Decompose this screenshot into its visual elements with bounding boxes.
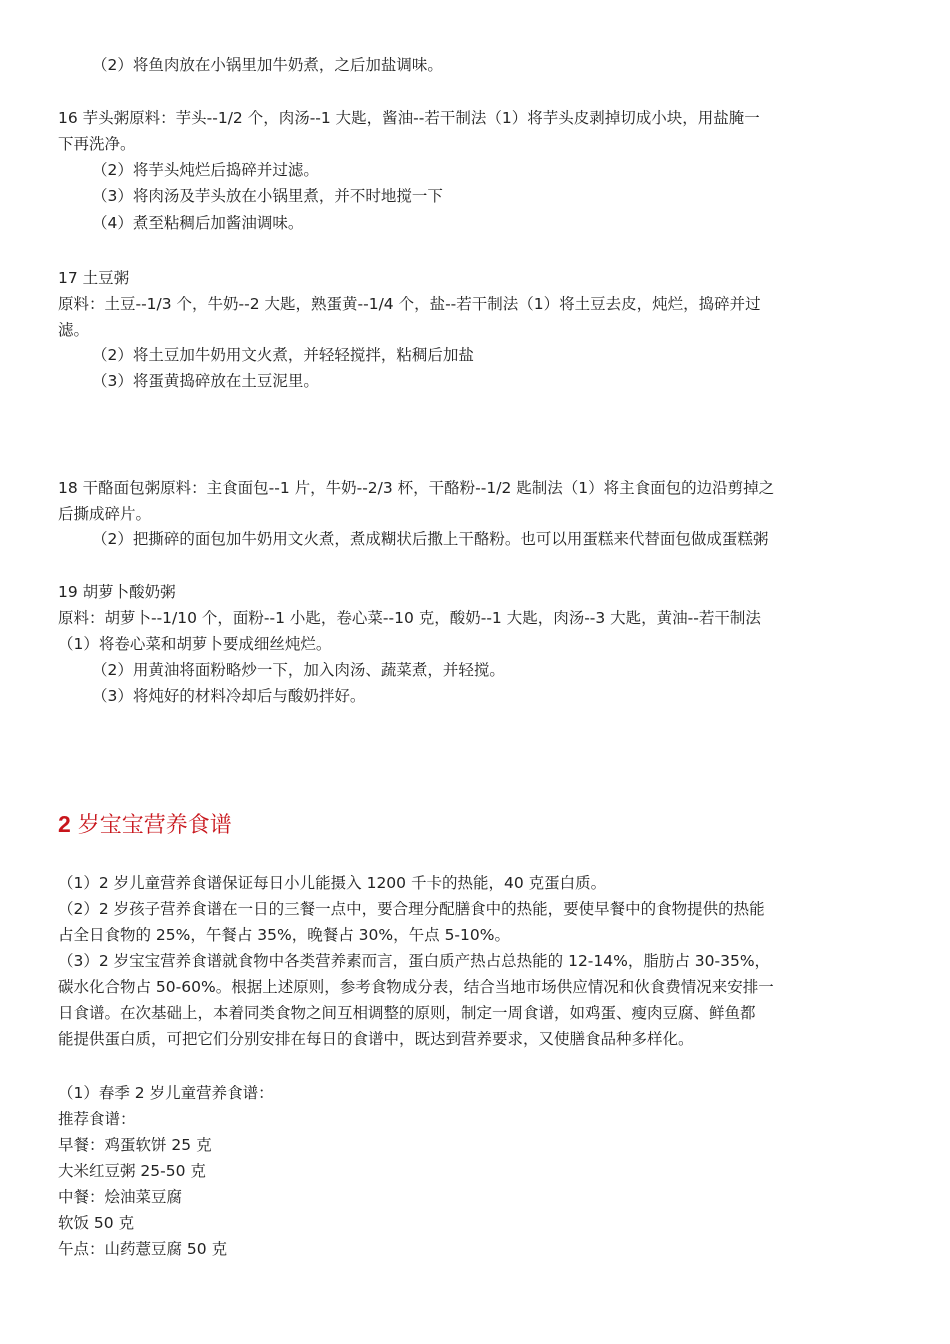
recipe17-line1: 原料：土豆--1/3 个，牛奶--2 大匙，熟蛋黄--1/4 个，盐--若干制法（1）将土豆去皮，炖烂，捣碎并过	[58, 295, 761, 313]
recipe19-step2: （2）用黄油将面粉略炒一下，加入肉汤、蔬菜煮，并轻搅。	[92, 661, 505, 679]
rice-item: 软饭 50 克	[58, 1214, 135, 1232]
spring-menu-title: （1）春季 2 岁儿童营养食谱：	[58, 1084, 274, 1102]
recipe16-step3: （3）将肉汤及芋头放在小锅里煮，并不时地搅一下	[92, 187, 443, 205]
section-heading-number: 2	[58, 811, 71, 837]
recipe17-title: 17 土豆粥	[58, 269, 130, 287]
recipe17-line2: 滤。	[58, 321, 90, 339]
section-paragraph-1: （1）2 岁儿童营养食谱保证每日小儿能摄入 1200 千卡的热能，40 克蛋白质。	[58, 874, 607, 892]
section-heading	[58, 808, 232, 840]
recipe16-line1: 16 芋头粥原料：芋头--1/2 个，肉汤--1 大匙，酱油--若干制法（1）将芋头皮剥掉切成小块，用盐腌一	[58, 109, 760, 127]
recipe17-step3: （3）将蛋黄捣碎放在土豆泥里。	[92, 372, 319, 390]
lunch-item: 中餐：烩油菜豆腐	[58, 1188, 183, 1206]
section-heading-text: 岁宝宝营养食谱	[70, 813, 232, 838]
section-paragraph-3-line-1: （3）2 岁宝宝营养食谱就食物中各类营养素而言，蛋白质产热占总热能的 12-14%，脂肪占 30-35%，	[58, 952, 771, 970]
afternoon-snack-item: 午点：山药薏豆腐 50 克	[58, 1240, 228, 1258]
section-paragraph-3-line-2: 碳水化合物占 50-60%。根据上述原则，参考食物成分表，结合当地市场供应情况和伙食费情况来安排一	[58, 978, 774, 996]
breakfast-item: 早餐：鸡蛋软饼 25 克	[58, 1136, 212, 1154]
recipe15-step2: （2）将鱼肉放在小锅里加牛奶煮，之后加盐调味。	[92, 56, 443, 74]
porridge-item: 大米红豆粥 25-50 克	[58, 1162, 206, 1180]
recipe19-line1: 原料：胡萝卜--1/10 个，面粉--1 小匙，卷心菜--10 克，酸奶--1 大匙，肉汤--3 大匙，黄油--若干制法	[58, 609, 761, 627]
recipe16-line2: 下再洗净。	[58, 135, 136, 153]
recipe18-line2: 后撕成碎片。	[58, 505, 152, 523]
recommended-menu-label: 推荐食谱：	[58, 1110, 136, 1128]
section-paragraph-3-line-3: 日食谱。在次基础上，本着同类食物之间互相调整的原则，制定一周食谱，如鸡蛋、瘦肉豆腐、鲜鱼都	[58, 1004, 756, 1022]
recipe18-line1: 18 干酪面包粥原料：主食面包--1 片，牛奶--2/3 杯，干酪粉--1/2 匙制法（1）将主食面包的边沿剪掉之	[58, 479, 775, 497]
recipe19-step3: （3）将炖好的材料冷却后与酸奶拌好。	[92, 687, 366, 705]
recipe17-step2: （2）将土豆加牛奶用文火煮，并轻轻搅拌，粘稠后加盐	[92, 346, 474, 364]
recipe16-step4: （4）煮至粘稠后加酱油调味。	[92, 214, 304, 232]
section-paragraph-3-line-4: 能提供蛋白质，可把它们分别安排在每日的食谱中，既达到营养要求，又使膳食品种多样化。	[58, 1030, 694, 1048]
recipe16-step2: （2）将芋头炖烂后捣碎并过滤。	[92, 161, 319, 179]
recipe18-step2: （2）把撕碎的面包加牛奶用文火煮，煮成糊状后撒上干酪粉。也可以用蛋糕来代替面包做成蛋糕粥	[92, 530, 769, 548]
recipe19-title: 19 胡萝卜酸奶粥	[58, 583, 176, 601]
section-paragraph-2-line-1: （2）2 岁孩子营养食谱在一日的三餐一点中，要合理分配膳食中的热能，要使早餐中的食物提供的热能	[58, 900, 765, 918]
section-paragraph-2-line-2: 占全日食物的 25%，午餐占 35%，晚餐占 30%，午点 5-10%。	[58, 926, 510, 944]
recipe19-line2: （1）将卷心菜和胡萝卜要成细丝炖烂。	[58, 635, 332, 653]
